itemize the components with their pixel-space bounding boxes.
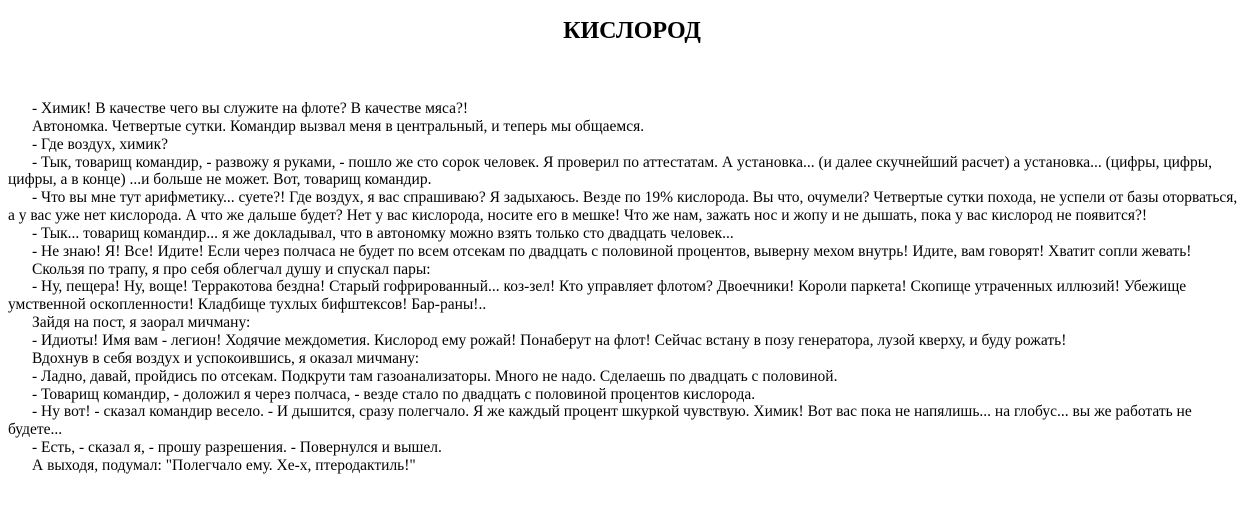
paragraph: - Что вы мне тут арифметику... суете?! Где воздух, я вас спрашиваю? Я задыхаюсь. Везде по 19% кислорода. Вы что, очумели? Четвертые сутки похода, не успели от базы оторваться, а у вас уже нет кислорода. А что же дальше будет? Нет у вас кислорода, носите его в мешке! Что же нам, зажать нос и жопу и не дышать, пока у вас кислород не появится?! (8, 189, 1238, 225)
paragraph: - Ну, пещера! Ну, воще! Терракотова бездна! Старый гофрированный... коз-зел! Кто управляет флотом? Двоечники! Короли паркета! Скопище утраченных иллюзий! Убежище умственной оскопленности! Кладбище тухлых бифштексов! Бар-раны!.. (8, 278, 1187, 314)
story-title: КИСЛОРОД (563, 18, 701, 44)
paragraph: - Тык, товарищ командир, - развожу я руками, - пошло же сто сорок человек. Я проверил по аттестатам. А установка... (и далее скучнейший расчет) а установка... (цифры, цифры, цифры, а в конце) ...и больше не может. Вот, товарищ командир. (8, 153, 1212, 189)
story-text (8, 100, 1244, 475)
paragraph: - Идиоты! Имя вам - легион! Ходячие междометия. Кислород ему рожай! Понаберут на флот! Сейчас встану в позу генератора, лузой кверху, и буду рожать! (32, 331, 1067, 349)
paragraph: - Ну вот! - сказал командир весело. - И дышится, сразу полегчало. Я же каждый процент шкуркой чувствую. Химик! Вот вас пока не напялишь... на глобус... вы же работать не будете... (8, 403, 1192, 439)
paragraph: - Химик! В качестве чего вы служите на флоте? В качестве мяса?! (32, 100, 469, 117)
paragraph: Автономка. Четвертые сутки. Командир вызвал меня в центральный, и теперь мы общаемся. (32, 117, 645, 135)
paragraph: Скользя по трапу, я про себя облегчал душу и спускал пары: (32, 260, 431, 278)
paragraph: - Не знаю! Я! Все! Идите! Если через полчаса не будет по всем отсекам по двадцать с половиной процентов, выверну мехом внутрь! Идите, вам говорят! Хватит сопли жевать! (32, 242, 1192, 260)
paragraph: Зайдя на пост, я заорал мичману: (32, 314, 251, 332)
paragraph: - Есть, - сказал я, - прошу разрешения. - Повернулся и вышел. (32, 439, 442, 457)
paragraph: - Где воздух, химик? (32, 135, 168, 153)
paragraph: - Товарищ командир, - доложил я через полчаса, - везде стало по двадцать с половиной процентов кислорода. (32, 385, 756, 403)
paragraph: А выходя, подумал: "Полегчало ему. Хе-х, птеродактиль!" (32, 456, 416, 474)
paragraph: - Ладно, давай, пройдись по отсекам. Подкрути там газоанализаторы. Много не надо. Сделаешь по двадцать с половиной. (32, 367, 838, 385)
paragraph: - Тык... товарищ командир... я же докладывал, что в автономку можно взять только сто двадцать человек... (32, 224, 734, 242)
paragraph: Вдохнув в себя воздух и успокоившись, я оказал мичману: (32, 349, 420, 367)
